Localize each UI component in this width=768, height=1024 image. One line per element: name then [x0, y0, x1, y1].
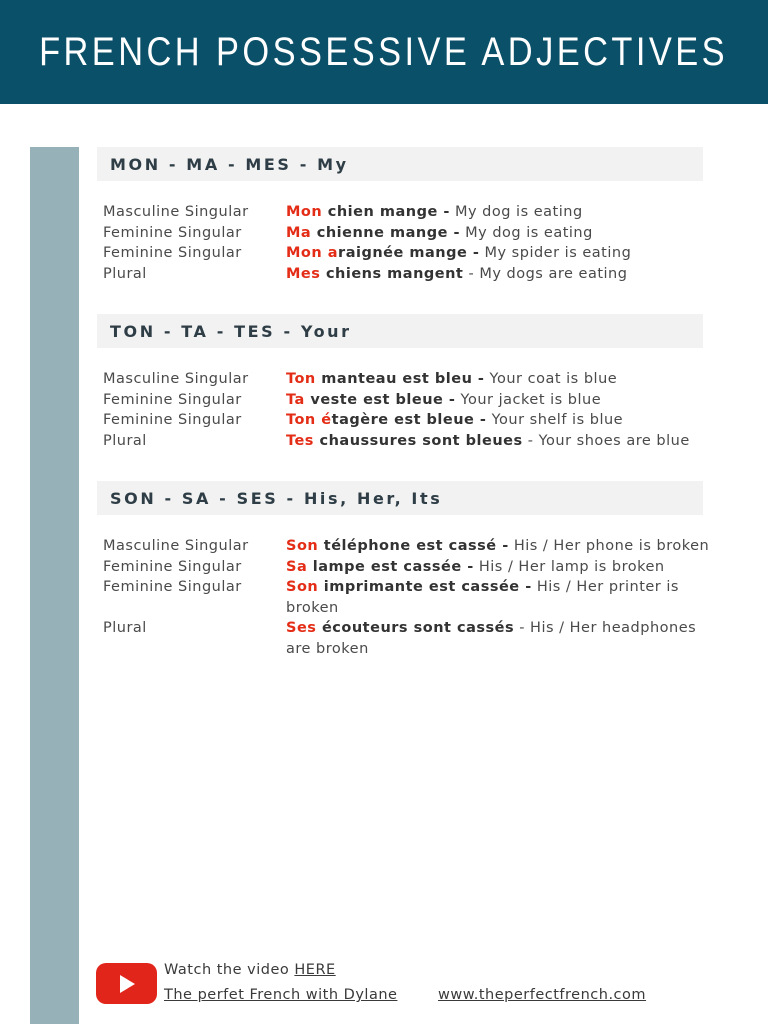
section-his-her-its: [97, 481, 757, 659]
french-phrase: veste est bleue -: [304, 391, 456, 408]
section-header: [97, 147, 703, 181]
possessive-word: Ta: [286, 391, 305, 408]
gender-label: Feminine Singular: [103, 224, 242, 241]
example-sentence: [286, 618, 726, 659]
channel-link[interactable]: The perfet French with Dylane: [164, 987, 398, 1003]
example-row: [97, 202, 757, 223]
french-phrase: chienne mange -: [311, 224, 461, 241]
gender-label: Plural: [103, 432, 147, 449]
english-translation: My dog is eating: [460, 224, 593, 241]
example-list: [97, 536, 757, 659]
french-phrase: imprimante est cassée -: [318, 579, 532, 595]
youtube-play-icon[interactable]: [96, 963, 157, 1004]
gender-label: Feminine Singular: [103, 391, 242, 408]
example-sentence: [286, 431, 726, 452]
example-row: [97, 577, 757, 618]
section-header: [97, 481, 703, 515]
english-translation: Your jacket is blue: [455, 391, 602, 408]
footer: [96, 962, 736, 1012]
example-row: [97, 410, 757, 431]
example-list: [97, 202, 757, 284]
gender-label: Feminine Singular: [103, 579, 242, 595]
example-sentence: [286, 202, 726, 223]
english-translation: His / Her lamp is broken: [473, 558, 665, 575]
example-sentence: [286, 390, 726, 411]
gender-label: Masculine Singular: [103, 204, 249, 220]
example-row: [97, 557, 757, 578]
possessive-word: Mon a: [286, 245, 339, 261]
gender-label: Feminine Singular: [103, 558, 242, 575]
french-phrase: chien mange -: [322, 204, 450, 220]
example-row: [97, 390, 757, 411]
gender-label: Feminine Singular: [103, 245, 242, 261]
watch-video-line: [164, 962, 336, 978]
example-row: [97, 223, 757, 244]
gender-label: Masculine Singular: [103, 371, 249, 387]
section-title: MON - MA - MES - My: [110, 154, 349, 174]
page-header: [0, 0, 768, 104]
gender-label: Plural: [103, 265, 147, 282]
section-header: [97, 314, 703, 348]
play-triangle-icon: [120, 975, 135, 993]
example-row: [97, 536, 757, 557]
example-sentence: [286, 557, 726, 578]
possessive-word: Mon: [286, 204, 323, 220]
website-link[interactable]: www.theperfectfrench.com: [438, 987, 647, 1003]
possessive-word: Sa: [286, 558, 308, 575]
section-your: [97, 314, 757, 451]
watch-text: Watch the video: [164, 962, 295, 978]
side-bar: [30, 147, 79, 1024]
french-phrase: lampe est cassée -: [307, 558, 474, 575]
example-sentence: [286, 369, 726, 390]
example-sentence: [286, 577, 726, 618]
example-sentence: [286, 264, 726, 285]
section-title: TON - TA - TES - Your: [110, 321, 352, 341]
example-sentence: [286, 223, 726, 244]
french-phrase: chiens mangent: [320, 265, 464, 282]
gender-label: Masculine Singular: [103, 538, 249, 554]
possessive-word: Son: [286, 538, 319, 554]
possessive-word: Son: [286, 579, 319, 595]
example-row: [97, 431, 757, 452]
page-title: FRENCH POSSESSIVE ADJECTIVES: [39, 29, 729, 74]
example-sentence: [286, 536, 726, 557]
english-translation: My dog is eating: [449, 204, 583, 220]
example-row: [97, 264, 757, 285]
possessive-word: Tes: [286, 432, 314, 449]
possessive-word: Ma: [286, 224, 312, 241]
french-phrase: raignée mange -: [338, 245, 480, 261]
english-translation: - His / Her headphones are broken: [286, 620, 697, 657]
english-translation: His / Her printer is broken: [286, 579, 679, 616]
example-row: [97, 618, 757, 659]
possessive-word: Ton: [286, 371, 316, 387]
watch-video-link[interactable]: HERE: [294, 962, 336, 978]
english-translation: My spider is eating: [479, 245, 632, 261]
french-phrase: tagère est bleue -: [331, 412, 487, 428]
french-phrase: écouteurs sont cassés: [316, 620, 515, 636]
english-translation: - My dogs are eating: [463, 265, 628, 282]
french-phrase: téléphone est cassé -: [318, 538, 509, 554]
example-row: [97, 369, 757, 390]
possessive-word: Ses: [286, 620, 317, 636]
gender-label: Plural: [103, 620, 147, 636]
english-translation: His / Her phone is broken: [508, 538, 710, 554]
example-sentence: [286, 243, 726, 264]
english-translation: Your coat is blue: [484, 371, 618, 387]
example-sentence: [286, 410, 726, 431]
english-translation: - Your shoes are blue: [522, 432, 690, 449]
possessive-word: Ton é: [286, 412, 332, 428]
example-list: [97, 369, 757, 451]
example-row: [97, 243, 757, 264]
french-phrase: manteau est bleu -: [315, 371, 485, 387]
gender-label: Feminine Singular: [103, 412, 242, 428]
possessive-word: Mes: [286, 265, 321, 282]
section-my: [97, 147, 757, 284]
french-phrase: chaussures sont bleues: [313, 432, 523, 449]
english-translation: Your shelf is blue: [486, 412, 624, 428]
section-title: SON - SA - SES - His, Her, Its: [110, 488, 443, 508]
